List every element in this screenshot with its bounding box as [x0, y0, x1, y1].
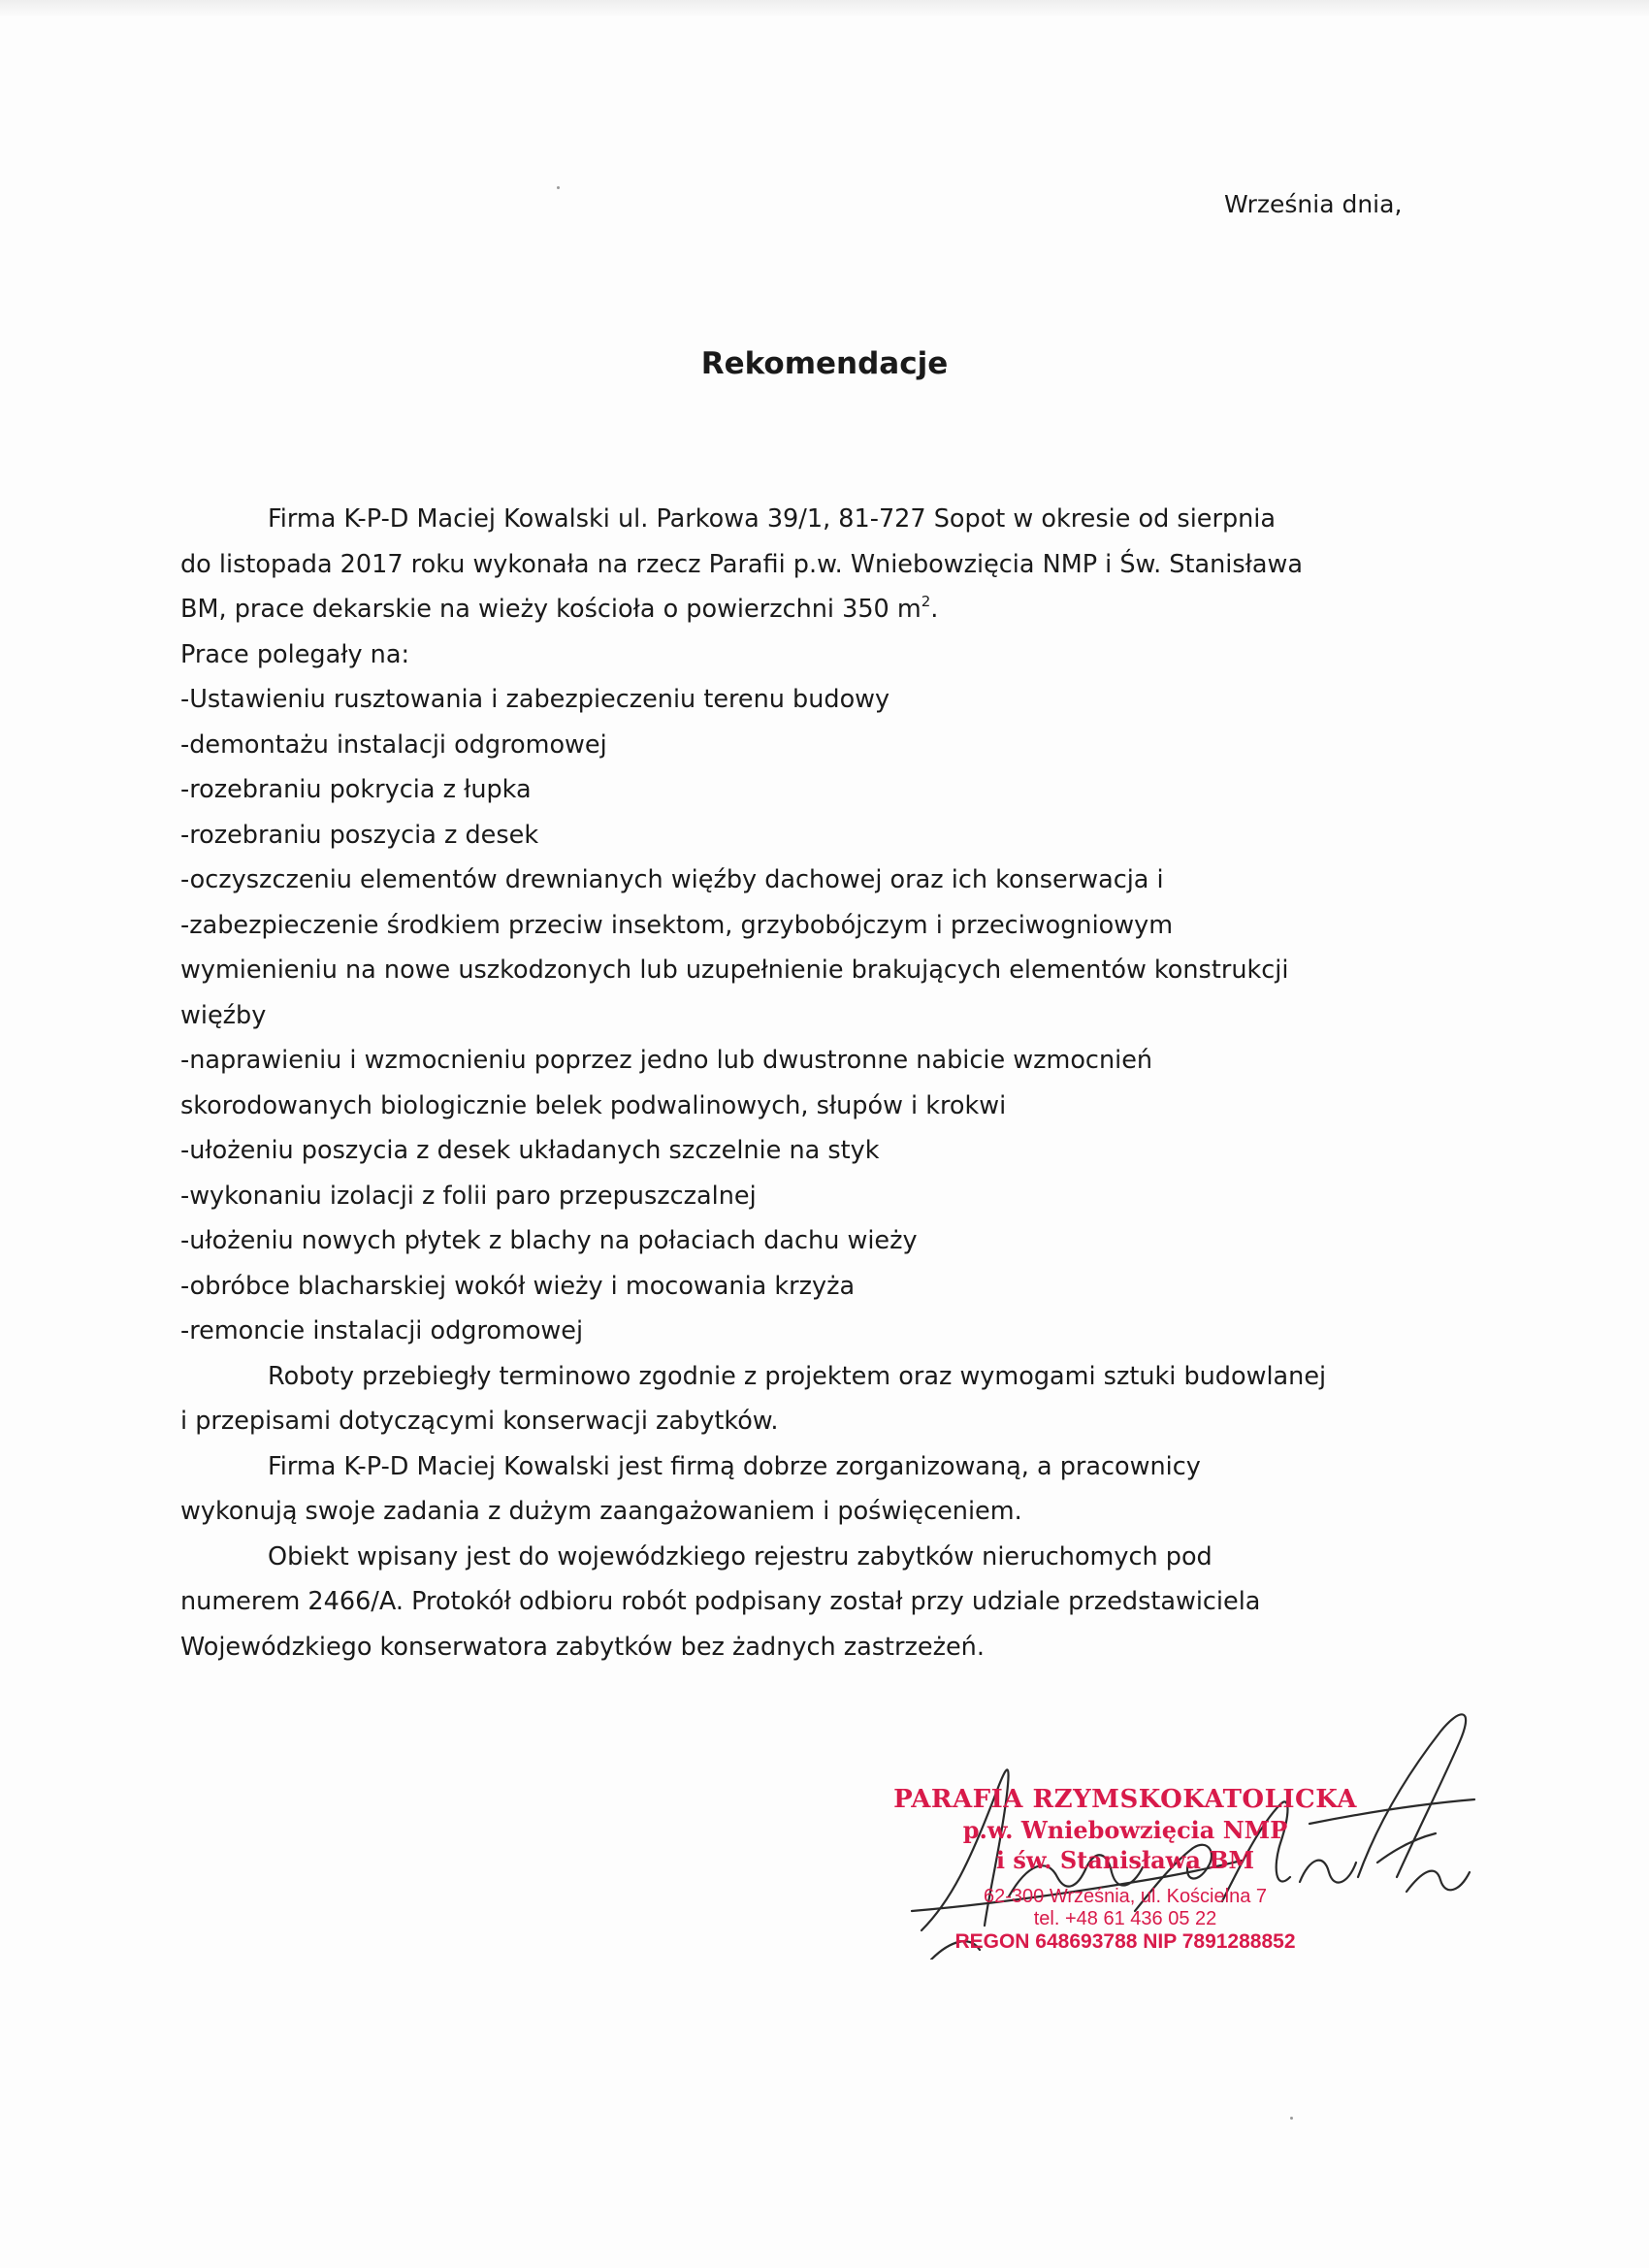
body-line-text: Wojewódzkiego konserwatora zabytków bez żadnych zastrzeżeń. — [180, 1632, 985, 1662]
body-line — [180, 1579, 1441, 1625]
body-line — [180, 632, 1441, 678]
body-line — [180, 948, 1441, 993]
body-line-text: wymienieniu na nowe uszkodzonych lub uzupełnienie brakujących elementów konstrukcji — [180, 956, 1289, 985]
line-suffix: . — [930, 595, 939, 624]
body-line — [180, 723, 1441, 768]
body-line — [180, 1625, 1441, 1670]
body-line — [180, 1309, 1441, 1354]
body-line — [180, 767, 1441, 813]
scan-speck — [557, 186, 560, 189]
stamp-address: 62-300 Września, ul. Kościelna 7 — [983, 1886, 1267, 1907]
body-line-text: Roboty przebiegły terminowo zgodnie z projektem oraz wymogami sztuki budowlanej — [268, 1361, 1327, 1391]
body-line-text: Firma K-P-D Maciej Kowalski jest firmą dobrze zorganizowaną, a pracownicy — [268, 1451, 1201, 1481]
body-line-text: -rozebraniu poszycia z desek — [180, 820, 539, 850]
parish-stamp — [892, 1785, 1358, 1969]
body-line — [180, 903, 1441, 949]
body-line-text: Firma K-P-D Maciej Kowalski ul. Parkowa 39/1, 81-727 Sopot w okresie od sierpnia — [268, 504, 1277, 534]
body-line-text: wykonują swoje zadania z dużym zaangażowaniem i poświęceniem. — [180, 1497, 1022, 1526]
body-line-text: Prace polegały na: — [180, 639, 410, 669]
body-line — [180, 1399, 1441, 1444]
body-line-text: -obróbce blacharskiej wokół wieży i mocowania krzyża — [180, 1271, 856, 1301]
body-line — [180, 1174, 1441, 1219]
body-line — [180, 542, 1441, 588]
body-line-text: Obiekt wpisany jest do wojewódzkiego rejestru zabytków nieruchomych pod — [268, 1541, 1212, 1571]
scan-edge — [0, 0, 1649, 17]
letter-body — [180, 497, 1441, 1669]
stamp-saint: i św. Stanisława BM — [995, 1846, 1255, 1874]
body-line — [180, 497, 1441, 542]
body-line — [180, 587, 1441, 632]
body-line — [180, 1264, 1441, 1310]
scan-speck — [1290, 2117, 1293, 2120]
body-line-text: więźby — [180, 1000, 267, 1030]
body-line-text: -wykonaniu izolacji z folii paro przepuszczalnej — [180, 1181, 757, 1211]
body-line-text: numerem 2466/A. Protokół odbioru robót podpisany został przy udziale przedstawiciela — [180, 1587, 1261, 1616]
body-line — [180, 813, 1441, 859]
body-line-text: -naprawieniu i wzmocnieniu poprzez jedno lub dwustronne nabicie wzmocnień — [180, 1046, 1153, 1075]
place-date: Września dnia, — [1224, 190, 1403, 218]
document-title: Rekomendacje — [700, 346, 949, 381]
body-line-text: -ułożeniu poszycia z desek układanych szczelnie na styk — [180, 1136, 880, 1165]
stamp-regon-nip: REGON 648693788 NIP 7891288852 — [954, 1930, 1296, 1953]
body-line — [180, 1444, 1441, 1490]
body-line-text: -Ustawieniu rusztowania i zabezpieczeniu terenu budowy — [180, 685, 890, 714]
body-line-text: -demontażu instalacji odgromowej — [180, 729, 607, 760]
body-line — [180, 1535, 1441, 1580]
body-line-text: -oczyszczeniu elementów drewnianych więźby dachowej oraz ich konserwacja i — [180, 865, 1164, 894]
stamp-phone: tel. +48 61 436 05 22 — [1033, 1908, 1217, 1929]
body-line-text: skorodowanych biologicznie belek podwalinowych, słupów i krokwi — [180, 1090, 1007, 1120]
body-line-text: -rozebraniu pokrycia z łupka — [180, 775, 532, 804]
body-line — [180, 1084, 1441, 1129]
body-line-text: -remoncie instalacji odgromowej — [180, 1316, 584, 1345]
body-line — [180, 677, 1441, 723]
body-line — [180, 1354, 1441, 1400]
body-line — [180, 1128, 1441, 1174]
body-line — [180, 1489, 1441, 1535]
superscript: 2 — [921, 593, 931, 610]
body-line-text: BM, prace dekarskie na wieży kościoła o powierzchni 350 m — [180, 595, 922, 624]
body-line-text: i przepisami dotyczącymi konserwacji zabytków. — [180, 1407, 779, 1436]
body-line-text: do listopada 2017 roku wykonała na rzecz Parafii p.w. Wniebowzięcia NMP i Św. Stanisława — [180, 549, 1303, 579]
body-line — [180, 993, 1441, 1039]
body-line — [180, 1038, 1441, 1084]
stamp-parish-name: PARAFIA RZYMSKOKATOLICKA — [893, 1785, 1357, 1814]
body-line — [180, 1218, 1441, 1264]
body-line-text: -zabezpieczenie środkiem przeciw insektom, grzybobójczym i przeciwogniowym — [180, 910, 1174, 940]
body-line-text: -ułożeniu nowych płytek z blachy na połaciach dachu wieży — [180, 1226, 918, 1255]
body-line — [180, 858, 1441, 903]
stamp-dedication: p.w. Wniebowzięcia NMP — [962, 1816, 1288, 1844]
